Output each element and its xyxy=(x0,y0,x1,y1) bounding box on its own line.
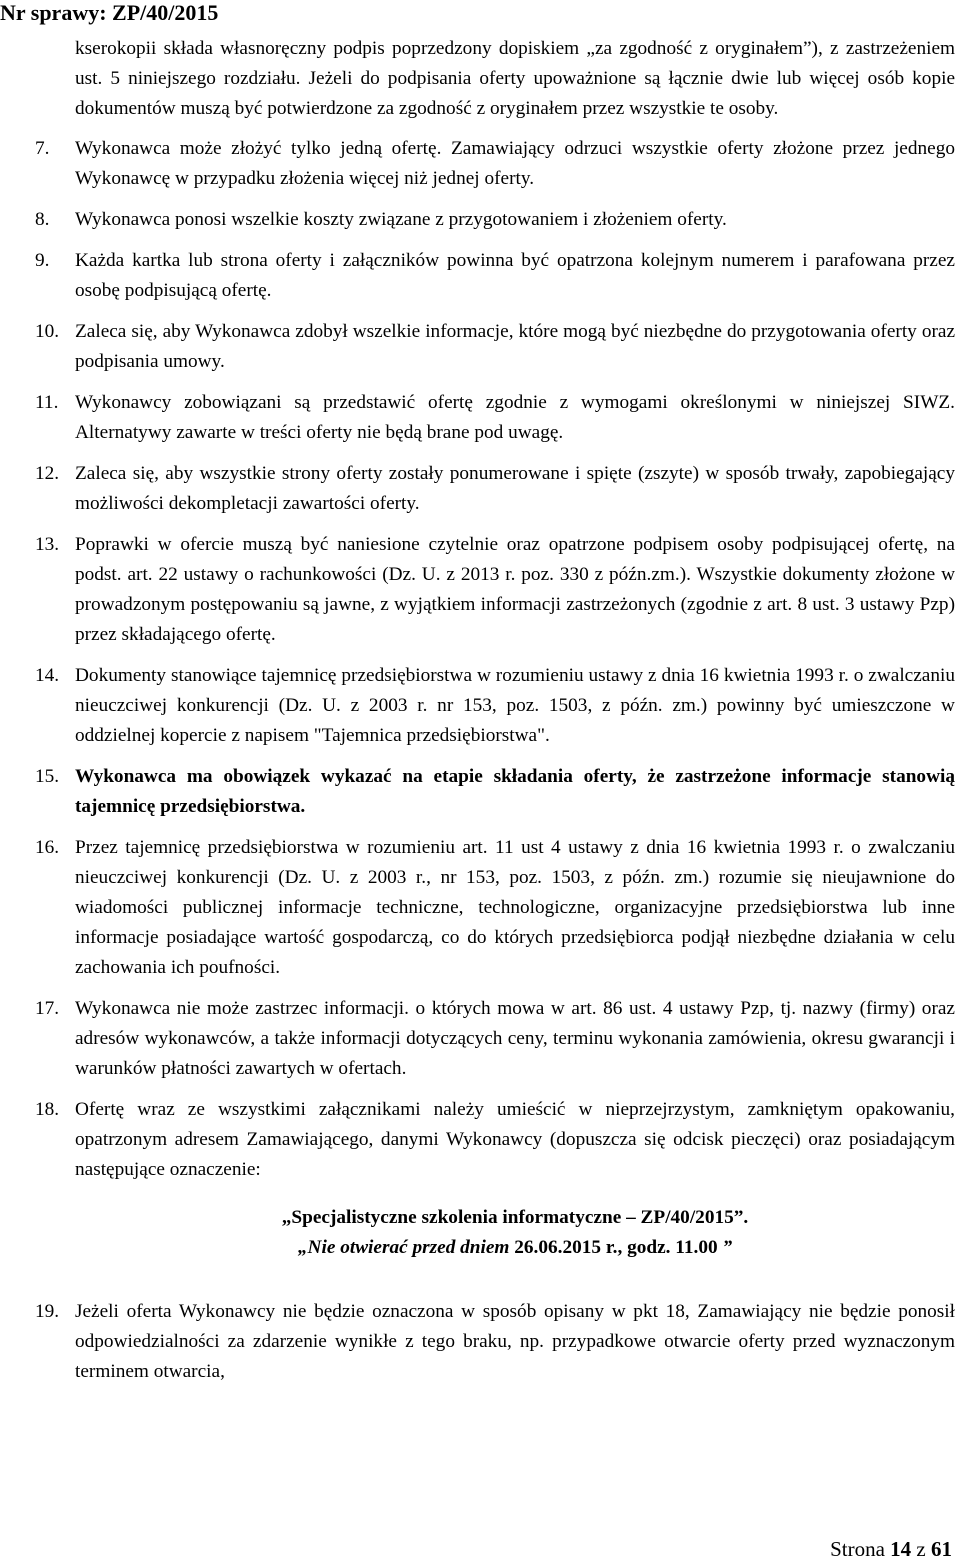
page-label: Strona xyxy=(830,1537,885,1561)
list-item-13 xyxy=(35,530,955,650)
list-item-12 xyxy=(35,459,955,519)
item-number: 7. xyxy=(35,138,50,159)
intro-paragraph: kserokopii składa własnoręczny podpis poprzedzony dopiskiem „za zgodność z oryginałem”), z zastrzeżeniem ust. 5 niniejszego rozdziału. Jeżeli do podpisania oferty upoważnione są łącznie dwie lub więcej osób kopie dokumentów muszą być potwierdzone za zgodność z oryginałem przez wszystkie te osoby. xyxy=(75,38,955,119)
list-item-11 xyxy=(35,388,955,448)
item-text: Każda kartka lub strona oferty i załączników powinna być opatrzona kolejnym numerem i parafowana przez osobę podpisującą ofertę. xyxy=(75,250,955,301)
document-body xyxy=(35,34,955,1387)
list-item-16 xyxy=(35,833,955,983)
envelope-label-date xyxy=(75,1233,955,1263)
envelope-label-close-quote: ” xyxy=(722,1237,733,1258)
item-text: Ofertę wraz ze wszystkimi załącznikami należy umieścić w nieprzejrzystym, zamkniętym opakowaniu, opatrzonym adresem Zamawiającego, danymi Wykonawcy (dopuszcza się odcisk pieczęci) oraz posiadającym następujące oznaczenie: xyxy=(75,1099,955,1180)
page-number-footer xyxy=(830,1536,952,1562)
item-text: Zaleca się, aby wszystkie strony oferty zostały ponumerowane i spięte (zszyte) w sposób trwały, zapobiegający możliwości dekompletacji zawartości oferty. xyxy=(75,463,955,514)
item-number: 16. xyxy=(35,837,60,858)
current-page: 14 xyxy=(890,1537,912,1561)
item-text: Dokumenty stanowiące tajemnicę przedsiębiorstwa w rozumieniu ustawy z dnia 16 kwietnia 1993 r. o zwalczaniu nieuczciwej konkurencji (Dz. U. z 2003 r. nr 153, poz. 1503, z późn. zm.) powinny być umieszczone w oddzielnej kopercie z napisem "Tajemnica przedsiębiorstwa". xyxy=(75,665,955,746)
item-number: 10. xyxy=(35,321,60,342)
item-number: 15. xyxy=(35,766,60,787)
envelope-label xyxy=(75,1203,955,1263)
list-item-19 xyxy=(35,1297,955,1387)
item-number: 13. xyxy=(35,534,60,555)
list-item-15 xyxy=(35,762,955,822)
total-pages: 61 xyxy=(931,1537,952,1561)
item-text: Wykonawca może złożyć tylko jedną ofertę. Zamawiający odrzuci wszystkie oferty złożone przez jednego Wykonawcę w przypadku złożenia więcej niż jednej oferty. xyxy=(75,138,955,189)
item-number: 18. xyxy=(35,1099,60,1120)
list-item-17 xyxy=(35,994,955,1084)
list-item-10 xyxy=(35,317,955,377)
item-number: 11. xyxy=(35,392,59,413)
list-item-18 xyxy=(35,1095,955,1185)
envelope-label-warning: „Nie otwierać przed dniem xyxy=(297,1237,510,1258)
item-text: Wykonawcy zobowiązani są przedstawić ofertę zgodnie z wymogami określonymi w niniejszej SIWZ. Alternatywy zawarte w treści oferty nie będą brane pod uwagę. xyxy=(75,392,955,443)
envelope-label-datetime: 26.06.2015 r., godz. 11.00 xyxy=(514,1237,718,1258)
item-text: Wykonawca ma obowiązek wykazać na etapie składania oferty, że zastrzeżone informacje stanowią tajemnicę przedsiębiorstwa. xyxy=(75,766,955,817)
item-number: 9. xyxy=(35,250,50,271)
item-number: 8. xyxy=(35,209,50,230)
list-item-9 xyxy=(35,246,955,306)
item-text: Przez tajemnicę przedsiębiorstwa w rozumieniu art. 11 ust 4 ustawy z dnia 16 kwietnia 1993 r. o zwalczaniu nieuczciwej konkurencji (Dz. U. z 2003 r., nr 153, poz. 1503, z późn. zm.) rozumie się nieujawnione do wiadomości publicznej informacje techniczne, technologiczne, organizacyjne przedsiębiorstwa lub inne informacje posiadające wartość gospodarczą, co do których przedsiębiorca podjął niezbędne działania w celu zachowania ich poufności. xyxy=(75,837,955,978)
list-item-8 xyxy=(35,205,955,235)
item-text: Wykonawca ponosi wszelkie koszty związane z przygotowaniem i złożeniem oferty. xyxy=(75,209,727,230)
item-text: Poprawki w ofercie muszą być naniesione czytelnie oraz opatrzone podpisem osoby podpisującej ofertę, na podst. art. 22 ustawy o rachunkowości (Dz. U. z 2013 r. poz. 330 z późn.zm.). Wszystkie dokumenty złożone w prowadzonym postępowaniu są jawne, z wyjątkiem informacji zastrzeżonych (zgodnie z art. 8 ust. 3 ustawy Pzp) przez składającego ofertę. xyxy=(75,534,955,645)
item-text: Wykonawca nie może zastrzec informacji. o których mowa w art. 86 ust. 4 ustawy Pzp, tj. nazwy (firmy) oraz adresów wykonawców, a także informacji dotyczących ceny, terminu wykonania zamówienia, okresu gwarancji i warunków płatności zawartych w ofertach. xyxy=(75,998,955,1079)
item-number: 17. xyxy=(35,998,60,1019)
list-item-14 xyxy=(35,661,955,751)
list-item-7 xyxy=(35,134,955,194)
page-separator: z xyxy=(916,1537,926,1561)
envelope-label-title: „Specjalistyczne szkolenia informatyczne – ZP/40/2015”. xyxy=(281,1207,749,1228)
item-text: Jeżeli oferta Wykonawcy nie będzie oznaczona w sposób opisany w pkt 18, Zamawiający nie będzie ponosił odpowiedzialności za zdarzenie wynikłe z tego braku, np. przypadkowe otwarcie oferty przed wyznaczonym terminem otwarcia, xyxy=(75,1301,955,1382)
item-text: Zaleca się, aby Wykonawca zdobył wszelkie informacje, które mogą być niezbędne do przygotowania oferty oraz podpisania umowy. xyxy=(75,321,955,372)
item-number: 19. xyxy=(35,1301,60,1322)
case-number-header: Nr sprawy: ZP/40/2015 xyxy=(0,0,219,25)
item-number: 14. xyxy=(35,665,60,686)
item-number: 12. xyxy=(35,463,60,484)
